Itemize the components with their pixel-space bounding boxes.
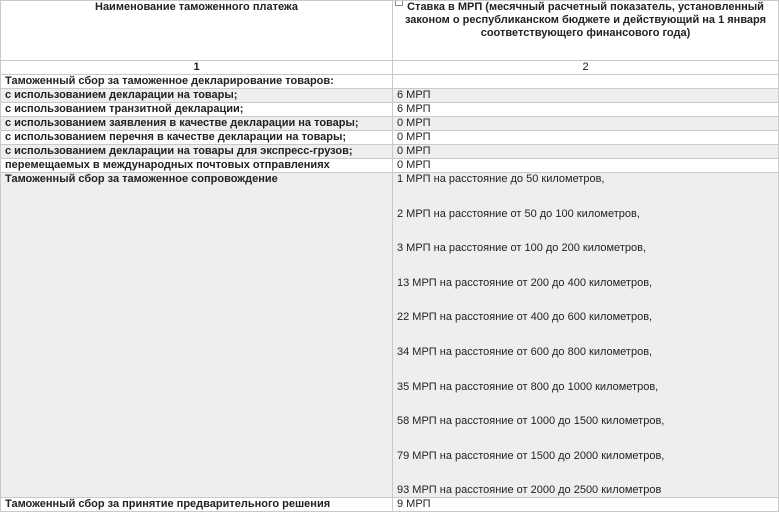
table-row bbox=[1, 159, 779, 173]
header-rate-text: Ставка в МРП (месячный расчетный показатель, установленный законом о республиканском бюджете и действующий на 1 января соответствующего финансового года) bbox=[404, 1, 767, 39]
table-row bbox=[1, 131, 779, 145]
escort-fee-name: Таможенный сбор за таможенное сопровождение bbox=[1, 173, 393, 498]
fee-name: перемещаемых в международных почтовых отправлениях bbox=[1, 159, 393, 173]
escort-rate-line: 2 МРП на расстояние от 50 до 100 километров, bbox=[397, 207, 640, 220]
escort-rate-line: 22 МРП на расстояние от 400 до 600 километров, bbox=[397, 311, 653, 324]
escort-fee-rates bbox=[393, 173, 779, 498]
escort-rate-line: 35 МРП на расстояние от 800 до 1000 километров, bbox=[397, 380, 659, 393]
fee-rate: 0 МРП bbox=[393, 117, 779, 131]
fee-name: с использованием декларации на товары для экспресс-грузов; bbox=[1, 145, 393, 159]
fee-rate: 0 МРП bbox=[393, 159, 779, 173]
fee-name: с использованием транзитной декларации; bbox=[1, 103, 393, 117]
table-row bbox=[1, 103, 779, 117]
escort-rate-line: 58 МРП на расстояние от 1000 до 1500 километров, bbox=[397, 415, 665, 428]
table-row bbox=[1, 117, 779, 131]
escort-rate-line: 34 МРП на расстояние от 600 до 800 километров, bbox=[397, 345, 653, 358]
declaration-group-rate bbox=[393, 75, 779, 89]
table-row bbox=[1, 75, 779, 89]
column-number-1: 1 bbox=[1, 61, 393, 75]
column-number-row bbox=[1, 61, 779, 75]
declaration-group-title: Таможенный сбор за таможенное декларирование товаров: bbox=[1, 75, 393, 89]
escort-rate-line: 79 МРП на расстояние от 1500 до 2000 километров, bbox=[397, 449, 665, 462]
escort-row bbox=[1, 173, 779, 498]
preliminary-fee-rate: 9 МРП bbox=[393, 498, 779, 512]
escort-rate-line: 3 МРП на расстояние от 100 до 200 километров, bbox=[397, 242, 646, 255]
preliminary-fee-name: Таможенный сбор за принятие предварительного решения bbox=[1, 498, 393, 512]
escort-rate-line: 93 МРП на расстояние от 2000 до 2500 километров bbox=[397, 484, 662, 497]
fee-rate: 6 МРП bbox=[393, 89, 779, 103]
fee-rate: 6 МРП bbox=[393, 103, 779, 117]
fee-name: с использованием заявления в качестве декларации на товары; bbox=[1, 117, 393, 131]
header-row bbox=[1, 1, 779, 61]
fee-rate: 0 МРП bbox=[393, 145, 779, 159]
table-row bbox=[1, 145, 779, 159]
fee-name: с использованием декларации на товары; bbox=[1, 89, 393, 103]
table-row bbox=[1, 498, 779, 512]
header-rate bbox=[393, 1, 779, 61]
table-row bbox=[1, 89, 779, 103]
column-number-2: 2 bbox=[393, 61, 779, 75]
fee-rate: 0 МРП bbox=[393, 131, 779, 145]
header-payment-name: Наименование таможенного платежа bbox=[1, 1, 393, 61]
cell-marker-icon bbox=[395, 1, 403, 7]
escort-rate-line: 13 МРП на расстояние от 200 до 400 километров, bbox=[397, 276, 653, 289]
escort-rate-line: 1 МРП на расстояние до 50 километров, bbox=[397, 173, 605, 185]
fee-name: с использованием перечня в качестве декларации на товары; bbox=[1, 131, 393, 145]
